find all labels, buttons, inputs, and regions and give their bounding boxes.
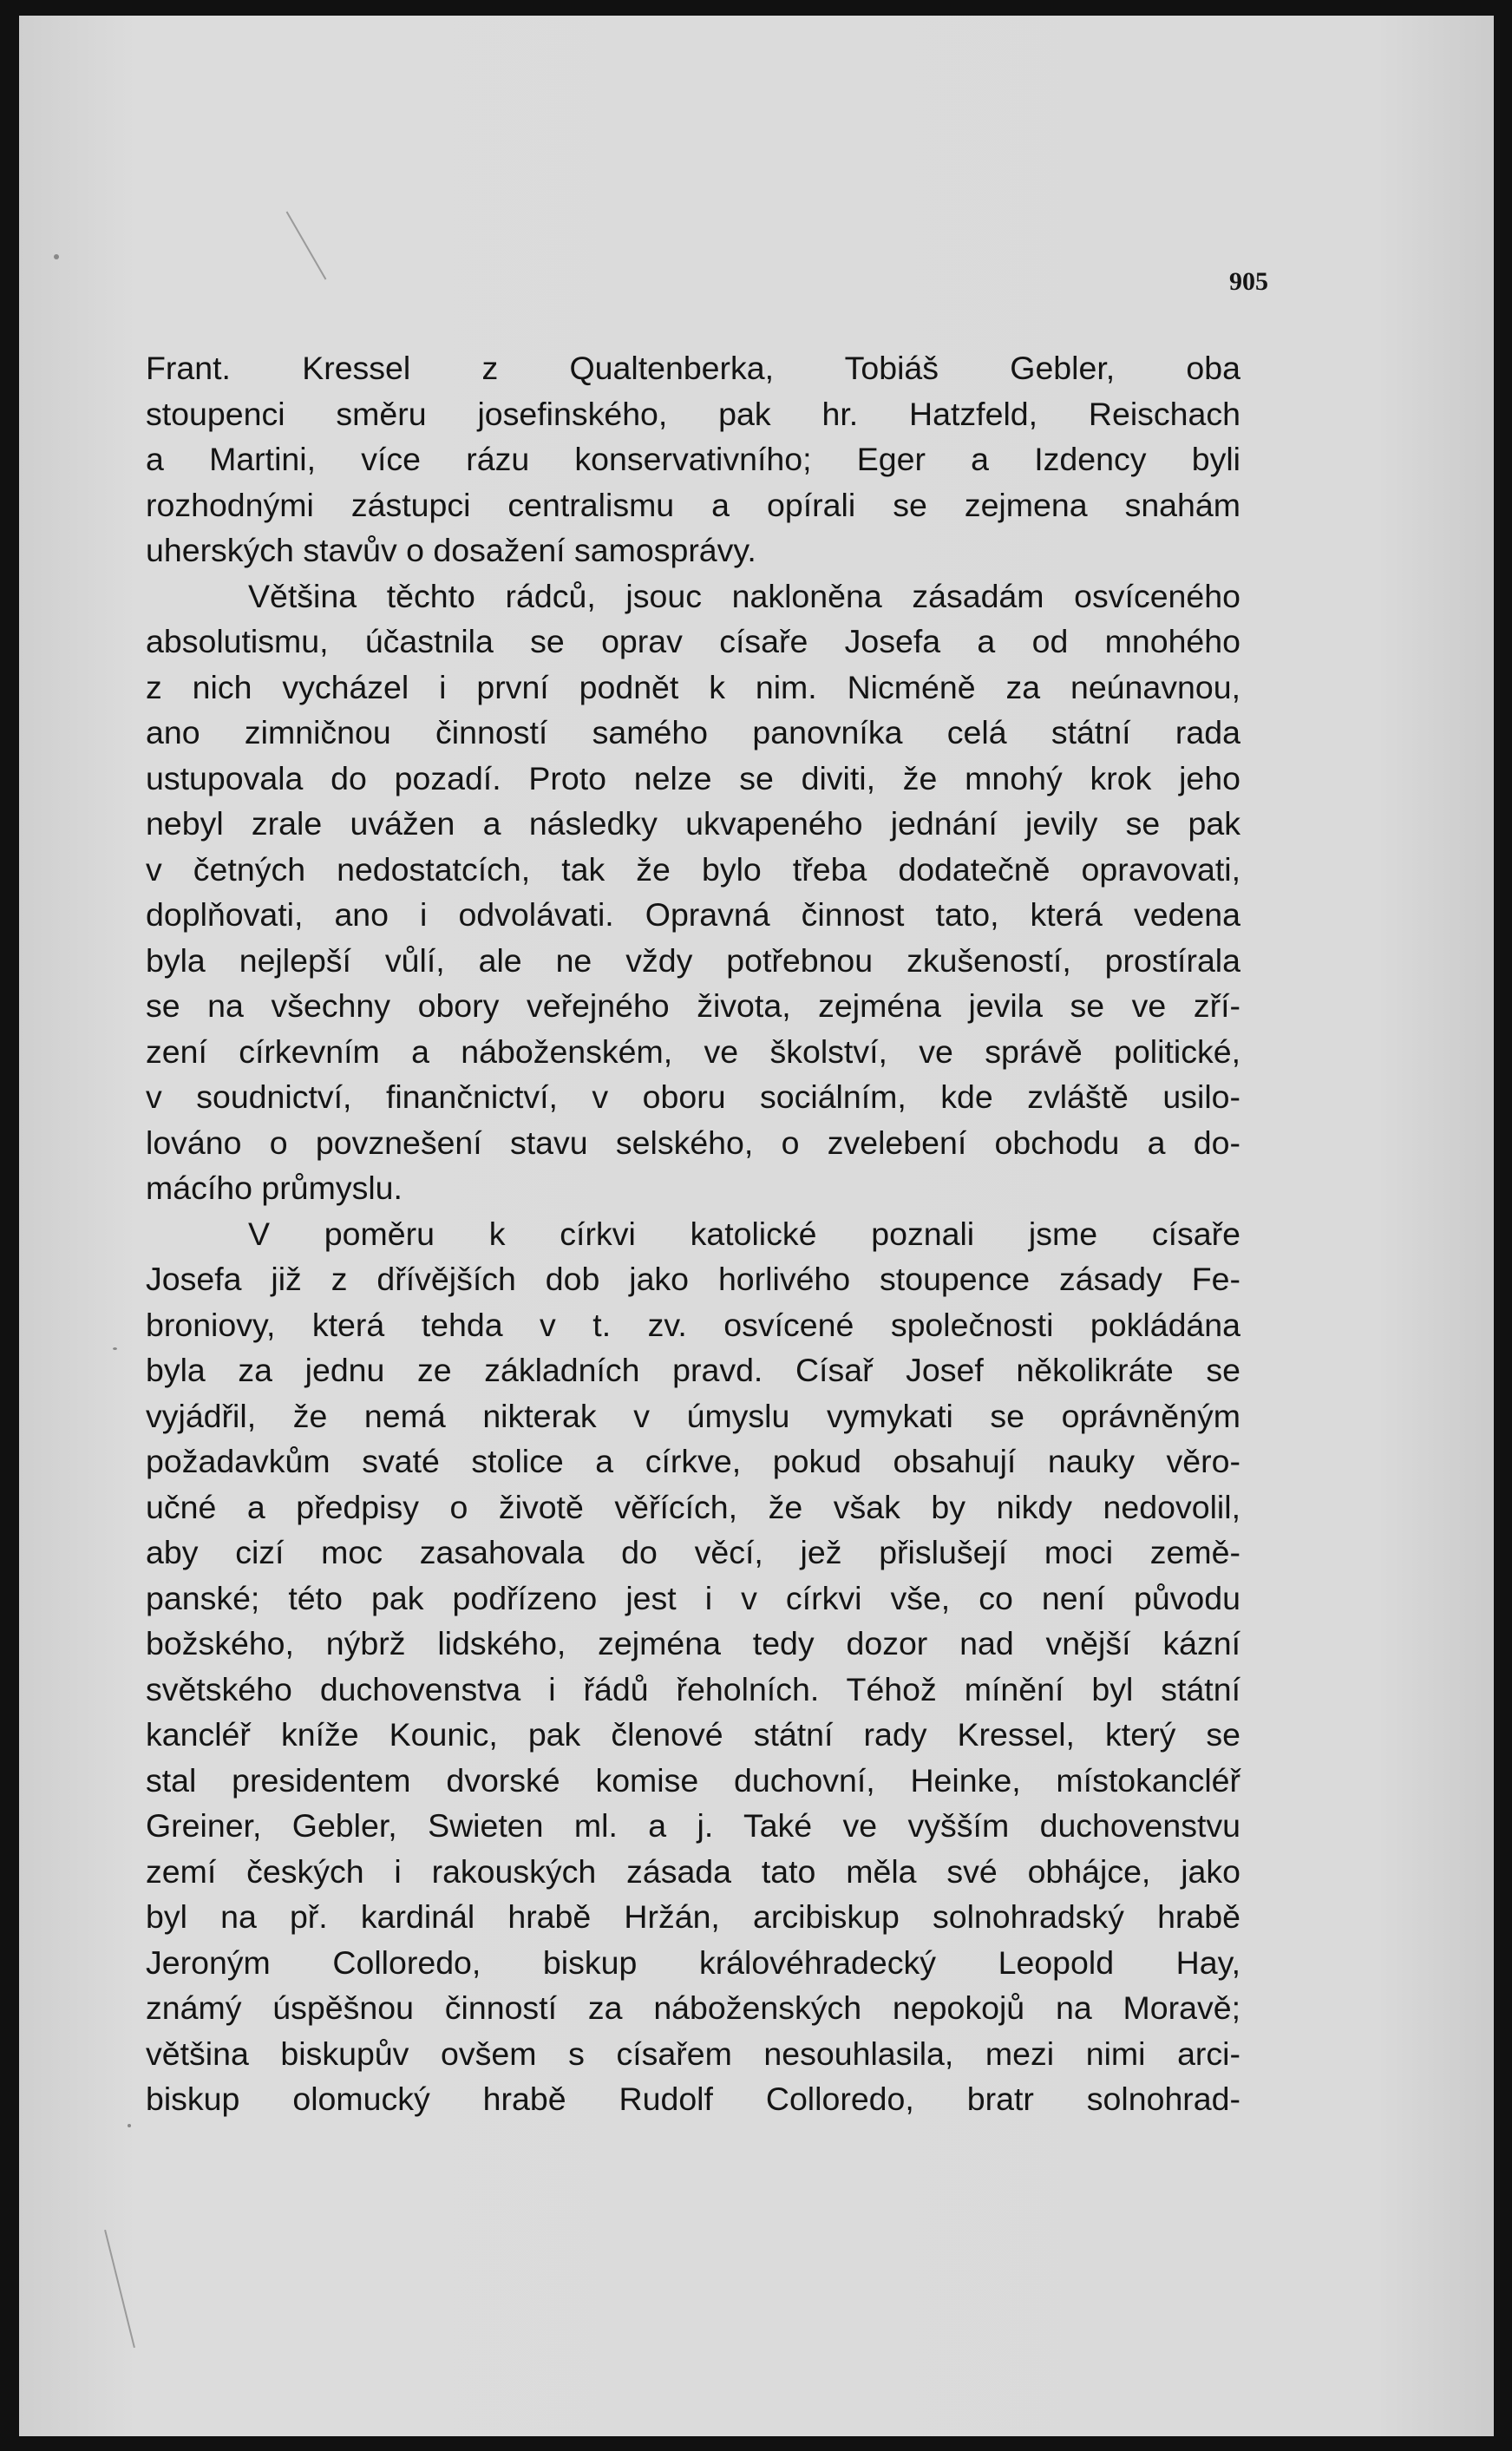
text-line: mácího průmyslu. (146, 1170, 403, 1206)
text-line: byla nejlepší vůlí, ale ne vždy potřebnou zkušeností, prostírala (146, 941, 1240, 979)
text-line: kancléř kníže Kounic, pak členové státní rady Kressel, který se (146, 1716, 1240, 1753)
text-line: stal presidentem dvorské komise duchovní, Heinke, místokancléř (146, 1761, 1240, 1799)
text-line: absolutismu, účastnila se oprav císaře Josefa a od mnohého (146, 623, 1240, 659)
text-line: známý úspěšnou činností za náboženských nepokojů na Moravě; (146, 1989, 1240, 2026)
page-number: 905 (1229, 267, 1268, 296)
text-line: byla za jednu ze základních pravd. Císař Josef několikráte se (146, 1352, 1240, 1388)
text-line: v četných nedostatcích, tak že bylo třeba dodatečně opravovati, (146, 850, 1240, 888)
body-text (146, 345, 1240, 2122)
text-line: požadavkům svaté stolice a církve, pokud obsahují nauky věro- (146, 1443, 1240, 1479)
text-line: nebyl zrale uvážen a následky ukvapeného jednání jevily se pak (146, 805, 1240, 842)
text-line: světského duchovenstva i řádů řeholních. Téhož mínění byl státní (146, 1670, 1240, 1707)
scan-scratch (286, 212, 327, 280)
text-line: Josefa již z dřívějších dob jako horlivého stoupence zásady Fe- (146, 1261, 1240, 1297)
text-line: se na všechny obory veřejného života, zejména jevila se ve zří- (146, 987, 1240, 1024)
text-line: božského, nýbrž lidského, zejména tedy dozor nad vnější kázní (146, 1625, 1240, 1661)
paragraph-start-line: Většina těchto rádců, jsouc nakloněna zásadám osvíceného (248, 577, 1240, 614)
text-line: uherských stavův o dosažení samosprávy. (146, 532, 756, 568)
text-line: vyjádřil, že nemá nikterak v úmyslu vymykati se oprávněným (146, 1397, 1240, 1434)
text-line: lováno o povznešení stavu selského, o zvelebení obchodu a do- (146, 1124, 1240, 1161)
text-line: zení církevním a náboženském, ve školství, ve správě politické, (146, 1032, 1240, 1070)
scan-speck (54, 254, 59, 259)
text-line: broniovy, která tehda v t. zv. osvícené společnosti pokládána (146, 1306, 1240, 1343)
text-line: a Martini, více rázu konservativního; Eger a Izdency byli (146, 441, 1240, 477)
paragraph-start-line: V poměru k církvi katolické poznali jsme císaře (248, 1215, 1240, 1252)
scanned-page (19, 16, 1494, 2436)
text-line: v soudnictví, finančnictví, v oboru sociálním, kde zvláště usilo- (146, 1078, 1240, 1115)
scan-speck (113, 1347, 117, 1350)
text-line: ustupovala do pozadí. Proto nelze se diviti, že mnohý krok jeho (146, 759, 1240, 796)
text-line: stoupenci směru josefinského, pak hr. Hatzfeld, Reischach (146, 395, 1240, 432)
text-line: rozhodnými zástupci centralismu a opírali se zejmena snahám (146, 486, 1240, 523)
text-line: doplňovati, ano i odvolávati. Opravná činnost tato, která vedena (146, 896, 1240, 933)
text-line: byl na př. kardinál hrabě Hržán, arcibiskup solnohradský hrabě (146, 1898, 1240, 1935)
text-line: většina biskupův ovšem s císařem nesouhlasila, mezi nimi arci- (146, 2035, 1240, 2072)
text-line: Frant. Kressel z Qualtenberka, Tobiáš Gebler, oba (146, 350, 1240, 386)
text-line: ano zimničnou činností samého panovníka celá státní rada (146, 714, 1240, 750)
text-line: Jeroným Colloredo, biskup královéhradecký Leopold Hay, (146, 1943, 1240, 1981)
text-line: z nich vycházel i první podnět k nim. Nicméně za neúnavnou, (146, 668, 1240, 705)
text-line: panské; této pak podřízeno jest i v církvi vše, co není původu (146, 1579, 1240, 1616)
scan-speck (128, 2124, 131, 2127)
text-line: učné a předpisy o životě věřících, že však by nikdy nedovolil, (146, 1488, 1240, 1525)
scan-scratch (104, 2230, 135, 2348)
text-line: biskup olomucký hrabě Rudolf Colloredo, bratr solnohrad- (146, 2081, 1240, 2117)
text-line: aby cizí moc zasahovala do věcí, jež přislušejí moci země- (146, 1534, 1240, 1570)
text-line: Greiner, Gebler, Swieten ml. a j. Také ve vyšším duchovenstvu (146, 1807, 1240, 1844)
text-line: zemí českých i rakouských zásada tato měla své obhájce, jako (146, 1852, 1240, 1890)
